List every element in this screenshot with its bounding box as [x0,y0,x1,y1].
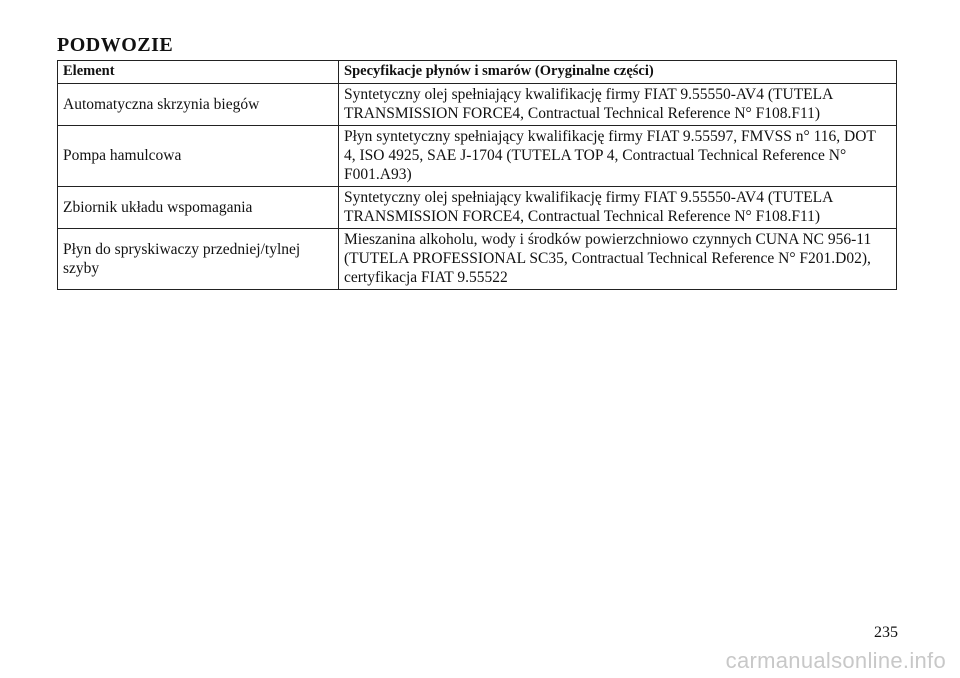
row-spec: Syntetyczny olej spełniający kwalifikację firmy FIAT 9.55550-AV4 (TUTELA TRANSMISSION FORCE4, Contractual Technical Reference N° F108.F11) [339,84,897,126]
table-row [58,229,897,290]
column-header-element: Element [58,61,339,84]
table-row [58,126,897,187]
fluids-spec-table [57,60,897,290]
column-header-spec: Specyfikacje płynów i smarów (Oryginalne części) [339,61,897,84]
row-element: Płyn do spryskiwaczy przedniej/tylnej szyby [58,229,339,290]
row-spec: Płyn syntetyczny spełniający kwalifikację firmy FIAT 9.55597, FMVSS n° 116, DOT 4, ISO 4925, SAE J-1704 (TUTELA TOP 4, Contractual Technical Reference N° F001.A93) [339,126,897,187]
page-number: 235 [874,624,898,641]
row-element: Zbiornik układu wspomagania [58,187,339,229]
row-spec: Syntetyczny olej spełniający kwalifikację firmy FIAT 9.55550-AV4 (TUTELA TRANSMISSION FORCE4, Contractual Technical Reference N° F108.F11) [339,187,897,229]
section-title: PODWOZIE [57,34,174,56]
table-header-row [58,61,897,84]
watermark: carmanualsonline.info [725,648,946,673]
table-row [58,187,897,229]
row-element: Pompa hamulcowa [58,126,339,187]
row-element: Automatyczna skrzynia biegów [58,84,339,126]
row-spec: Mieszanina alkoholu, wody i środków powierzchniowo czynnych CUNA NC 956-11 (TUTELA PROFESSIONAL SC35, Contractual Technical Reference N° F201.D02), certyfikacja FIAT 9.55522 [339,229,897,290]
table-row [58,84,897,126]
